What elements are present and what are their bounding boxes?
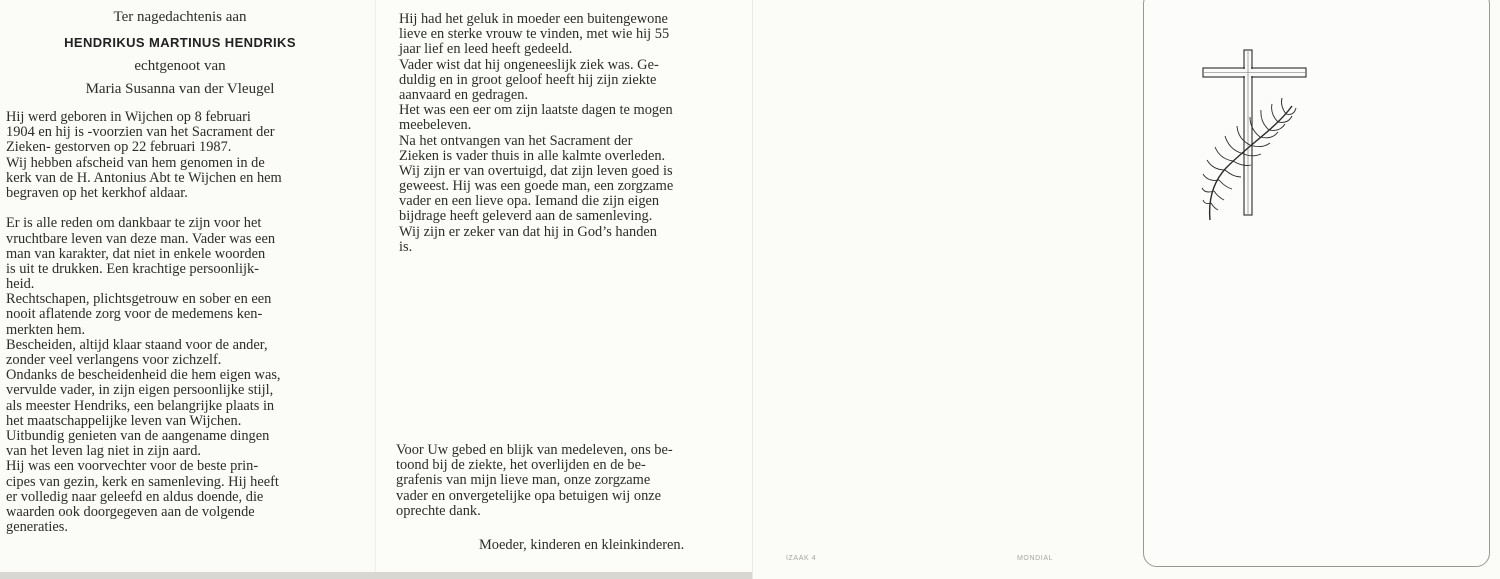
blank-page	[752, 0, 1133, 579]
cross-with-palm-icon	[1196, 48, 1316, 224]
text-line: aanvaard en gedragen.	[399, 86, 529, 103]
text-line: man van karakter, dat niet in enkele woorden	[6, 245, 266, 262]
text-line: Zieken is vader thuis in alle kalmte overleden.	[399, 147, 666, 164]
tribute-text	[399, 12, 731, 255]
in-memoriam-heading: Ter nagedachtenis aan	[113, 9, 247, 25]
text-line: Wij zijn er van overtuigd, dat zijn leven goed is	[399, 162, 673, 179]
text-line: Er is alle reden om dankbaar te zijn voor het	[6, 215, 262, 232]
text-line: Hij had het geluk in moeder een buitengewone	[399, 11, 668, 27]
text-line: Uitbundig genieten van de aangename dingen	[6, 427, 270, 444]
text-line: vruchtbare leven van deze man. Vader was een	[6, 230, 276, 247]
text-line: waarden ook doorgegeven aan de volgende	[6, 503, 255, 520]
text-line: Na het ontvangen van het Sacrament der	[399, 132, 633, 149]
text-line: grafenis van mijn lieve man, onze zorgzame	[396, 472, 651, 489]
printer-code: IZAAK 4	[786, 555, 817, 562]
text-line: Zieken- gestorven op 22 februari 1987.	[6, 139, 232, 156]
text-line: toond bij de ziekte, het overlijden en de be-	[396, 457, 646, 474]
text-line: lieve en sterke vrouw te vinden, met wie hij 55	[399, 26, 670, 43]
spouse-name: Maria Susanna van der Vleugel	[85, 81, 275, 97]
text-line: begraven op het kerkhof aldaar.	[6, 184, 188, 201]
text-line: generaties.	[6, 519, 68, 536]
text-line: zonder veel verlangens voor zichzelf.	[6, 352, 222, 368]
text-line: cipes van gezin, kerk en samenleving. Hij heeft	[6, 473, 279, 490]
text-line: Wij hebben afscheid van hem genomen in de	[6, 154, 265, 171]
family-signature: Moeder, kinderen en kleinkinderen.	[479, 537, 685, 553]
text-line: 1904 en hij is -voorzien van het Sacrament der	[6, 124, 275, 141]
text-line: oprechte dank.	[396, 502, 481, 519]
text-line: merkten hem.	[6, 321, 86, 338]
text-line: is uit te drukken. Een krachtige persoonlijk-	[6, 260, 259, 277]
text-line: er volledig naar geleefd en aldus doende, die	[6, 488, 264, 505]
text-line: Hij werd geboren in Wijchen op 8 februari	[6, 109, 251, 125]
text-line: Het was een eer om zijn laatste dagen te mogen	[399, 102, 673, 119]
text-line: nooit aflatende zorg voor de medemens ken-	[6, 306, 263, 323]
text-line: Ondanks de bescheidenheid die hem eigen was,	[6, 367, 281, 384]
text-line: Voor Uw gebed en blijk van medeleven, ons be-	[396, 442, 673, 458]
text-line: geweest. Hij was een goede man, een zorgzame	[399, 178, 674, 195]
text-line: Bescheiden, altijd klaar staand voor de ander,	[6, 336, 268, 353]
text-line: is.	[399, 238, 413, 255]
text-line: meebeleven.	[399, 117, 472, 134]
text-line: Hij was een voorvechter voor de beste prin-	[6, 458, 259, 475]
text-line: jaar lief en leed heeft gedeeld.	[399, 41, 573, 58]
text-line: als meester Hendriks, een belangrijke plaats in	[6, 397, 275, 414]
text-line: heid.	[6, 276, 35, 293]
text-line: vervulde vader, in zijn eigen persoonlijke stijl,	[6, 382, 274, 399]
text-line: kerk van de H. Antonius Abt te Wijchen en hem	[6, 169, 282, 186]
text-line: Vader wist dat hij ongeneeslijk ziek was. Ge-	[399, 56, 659, 73]
printer-brand: MONDIAL	[1017, 555, 1054, 562]
text-line: het maatschappelijke leven van Wijchen.	[6, 412, 242, 429]
thanks-text	[396, 443, 728, 519]
text-line: Rechtschapen, plichtsgetrouw en sober en een	[6, 291, 272, 308]
text-line: vader en onvergetelijke opa betuigen wij onze	[396, 487, 662, 504]
text-line: duldig en in groot geloof heeft hij zijn ziekte	[399, 71, 657, 88]
text-line: bijdrage heeft geleverd aan de samenleving.	[399, 208, 653, 225]
text-line: vader en een lieve opa. Iemand die zijn eigen	[399, 193, 660, 210]
text-line: Wij zijn er zeker van dat hij in God’s handen	[399, 223, 657, 240]
text-line: van het leven lag niet in zijn aard.	[6, 443, 201, 460]
biography-text	[6, 110, 344, 535]
deceased-name: HENDRIKUS MARTINUS HENDRIKS	[64, 35, 296, 50]
spouse-intro: echtgenoot van	[134, 58, 226, 74]
scan-edge	[0, 572, 752, 579]
